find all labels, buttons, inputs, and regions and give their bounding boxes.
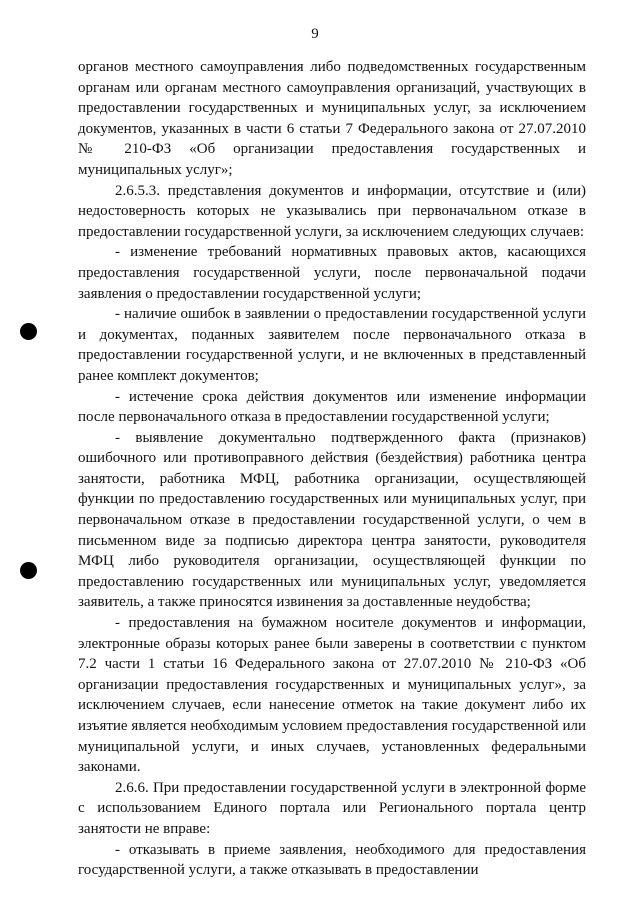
list-item: - истечение срока действия документов или изменение информации после первоначального отказа в предоставлении государственной услуги; bbox=[78, 388, 586, 426]
paragraph-2-6-6: 2.6.6. При предоставлении государственной услуги в электронной форме с использованием Единого портала или Регионального портала центр занятости не вправе: bbox=[78, 779, 586, 837]
list-item: - выявление документально подтвержденного факта (признаков) ошибочного или противоправного действия (бездействия) работника центра занятости, работника МФЦ, работника организации, осуществляющей функции по предоставлению государственных или муниципальных услуг, при первоначальном отказе в предоставлении государственной услуги, о чем в письменном виде за подписью директора центра занятости, руководителя МФЦ либо руководителя организации, осуществляющей функции по предоставлению государственных или муниципальных услуг, уведомляется заявитель, а также приносятся извинения за доставленные неудобства; bbox=[78, 429, 586, 611]
list-item: - изменение требований нормативных правовых актов, касающихся предоставления государственной услуги, после первоначальной подачи заявления о предоставлении государственной услуги; bbox=[78, 244, 586, 302]
document-body bbox=[78, 57, 586, 881]
list-item: - предоставления на бумажном носителе документов и информации, электронные образы которых ранее были заверены в соответствии с пунктом 7.2 части 1 статьи 16 Федерального закона от 27.07.2010 № 210-ФЗ «Об организации предоставления государственных и муниципальных услуг», за исключением случаев, если нанесение отметок на такие документ либо их изъятие является необходимым условием предоставления государственной или муниципальной услуги, и иных случаев, установленных федеральными законами. bbox=[78, 615, 586, 776]
list-item: - наличие ошибок в заявлении о предоставлении государственной услуги и документах, поданных заявителем после первоначального отказа в предоставлении государственной услуги, и не включенных в представленный ранее комплект документов; bbox=[78, 306, 586, 384]
punch-hole-mark bbox=[20, 562, 37, 579]
list-item: - отказывать в приеме заявления, необходимого для предоставления государственной услуги, а также отказывать в предоставлении bbox=[78, 841, 586, 879]
paragraph-2-6-5-3: 2.6.5.3. представления документов и информации, отсутствие и (или) недостоверность которых не указывались при первоначальном отказе в предоставлении государственной услуги, за исключением следующих случаев: bbox=[78, 182, 586, 240]
punch-hole-mark bbox=[20, 323, 37, 340]
page-number: 9 bbox=[311, 26, 319, 42]
paragraph-continuation: органов местного самоуправления либо подведомственных государственным органам или органам местного самоуправления организаций, участвующих в предоставлении государственных и муниципальных услуг, за исключением документов, указанных в части 6 статьи 7 Федерального закона от 27.07.2010 № 210-ФЗ «Об организации предоставления государственных и муниципальных услуг»; bbox=[78, 59, 586, 178]
